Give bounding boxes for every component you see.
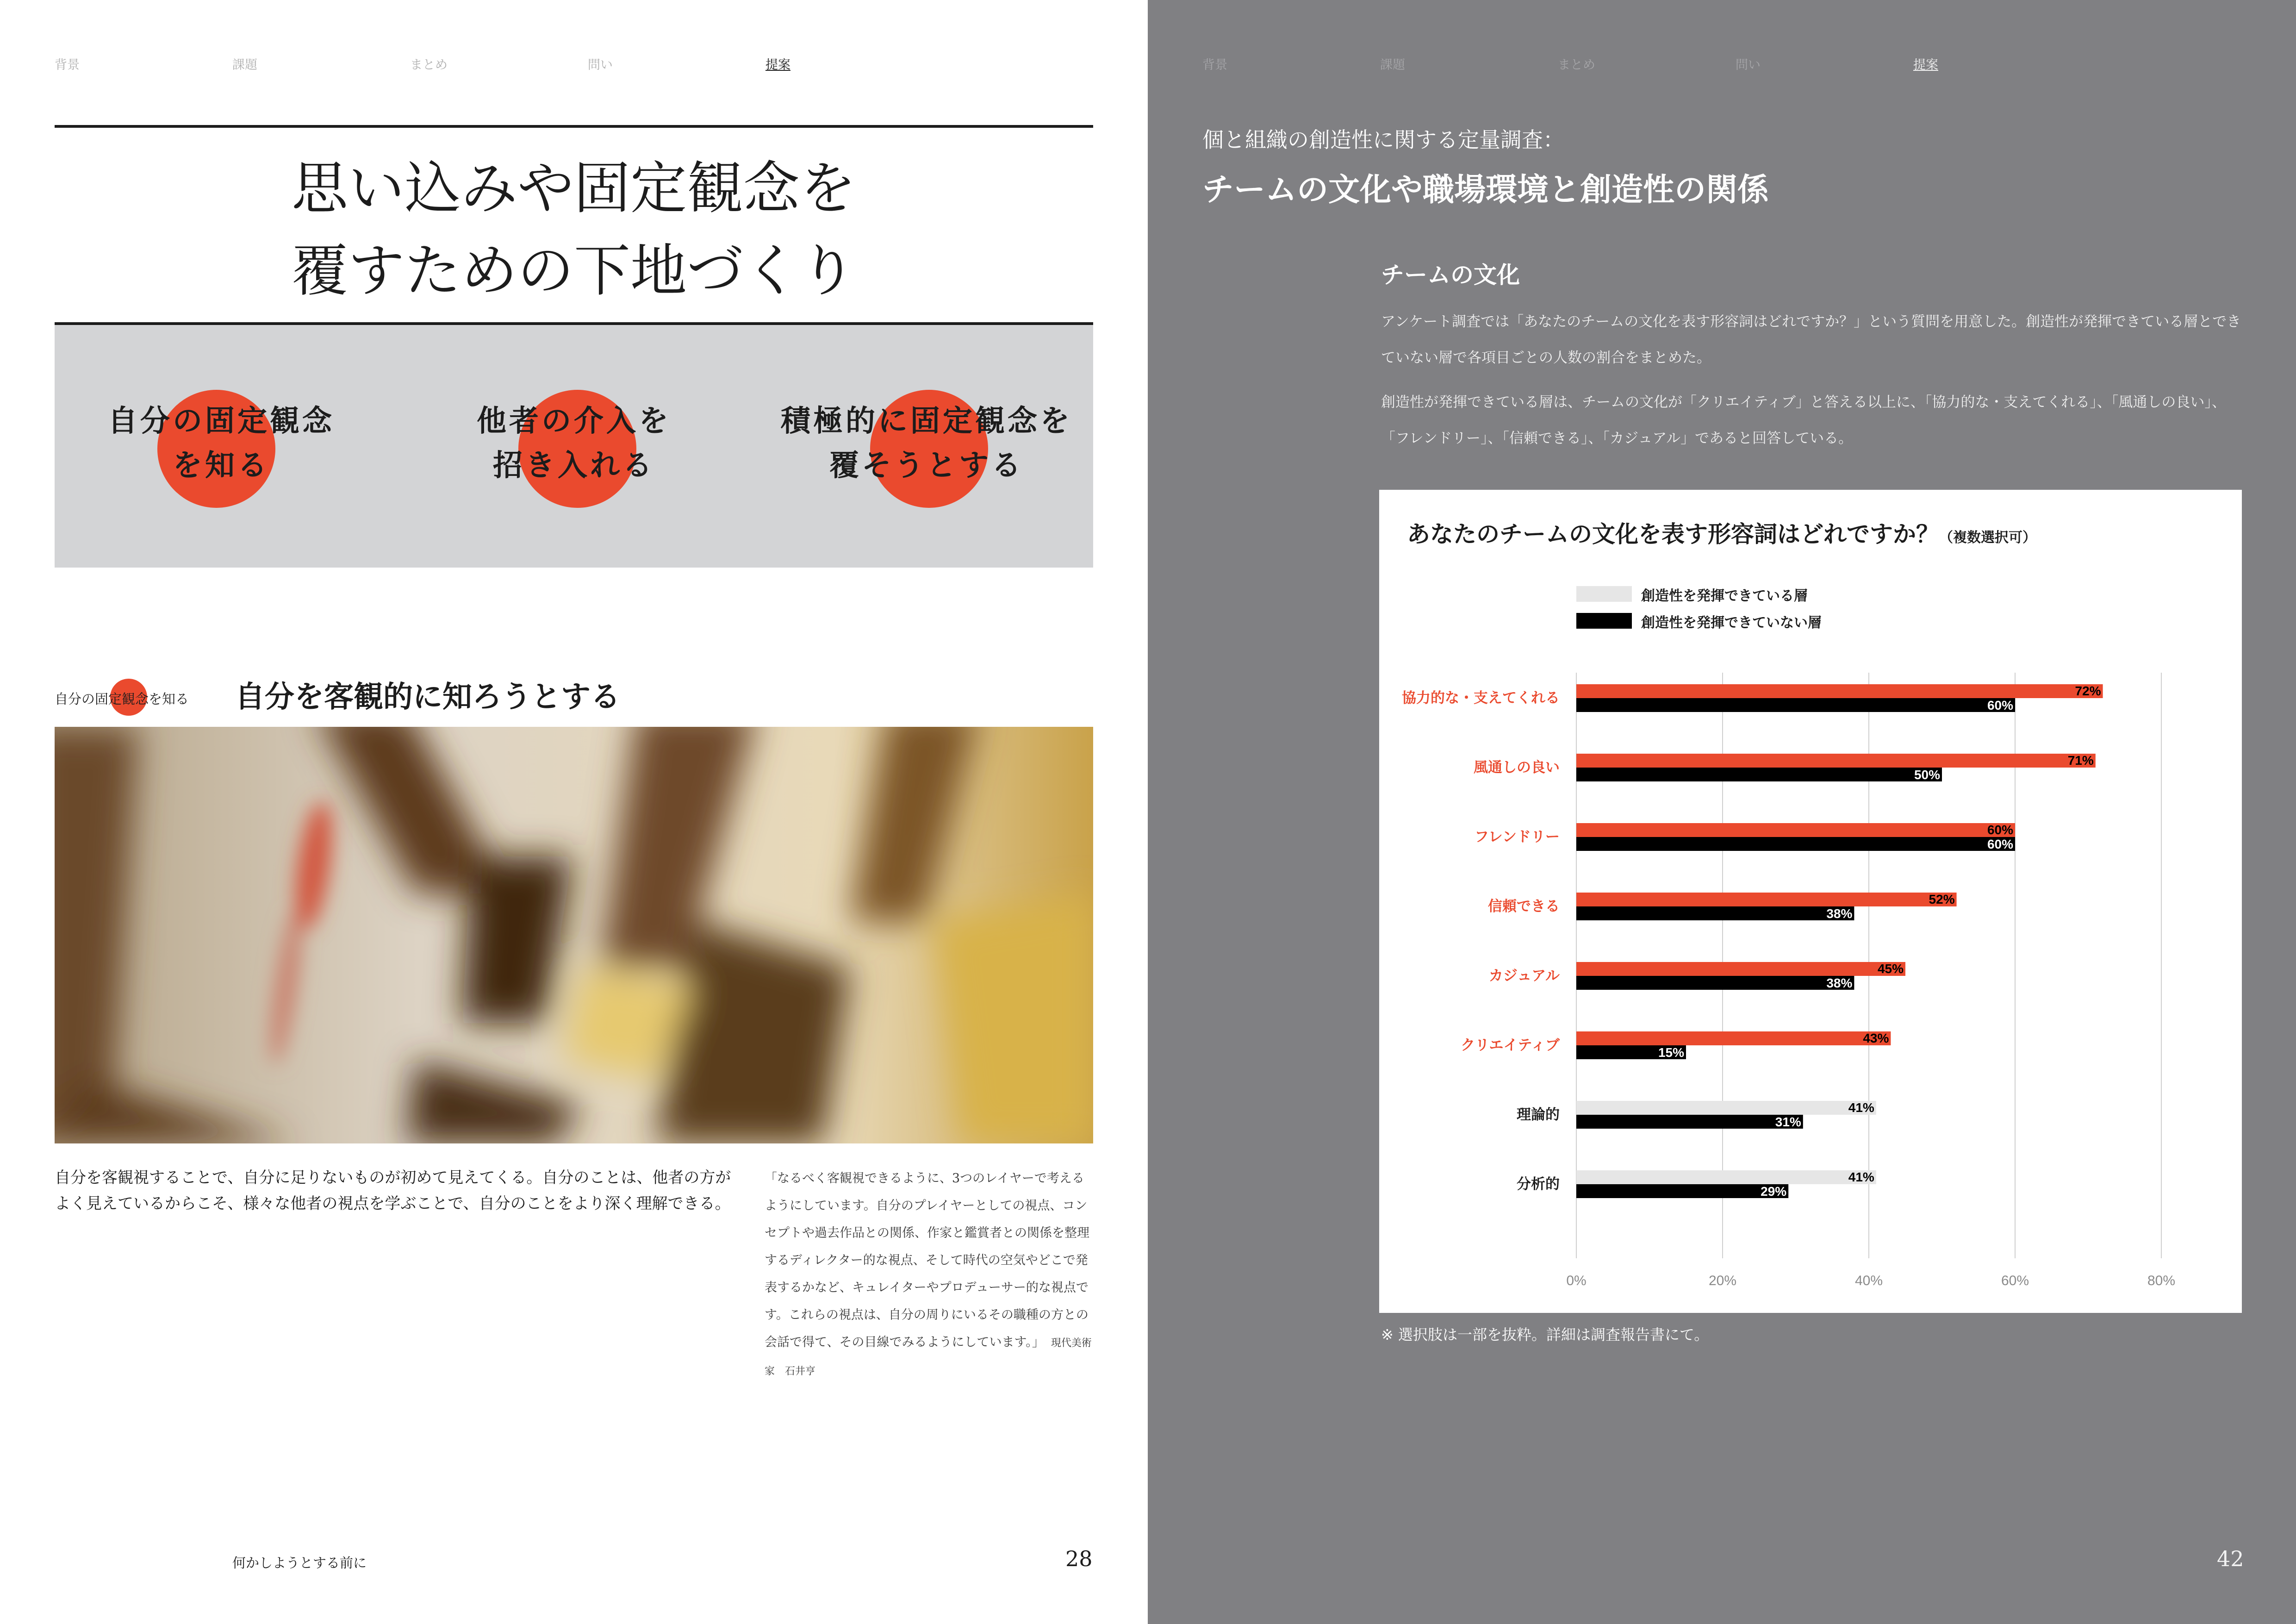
bar-creative xyxy=(1576,684,2103,698)
data-label-creative: 41% xyxy=(1848,1100,1874,1115)
bar-not-creative xyxy=(1576,906,1854,920)
title-top-rule xyxy=(55,125,1093,128)
data-label-not-creative: 31% xyxy=(1775,1115,1801,1129)
category-label: 理論的 xyxy=(1517,1106,1560,1123)
tab-issues[interactable]: 課題 xyxy=(1380,58,1405,72)
legend-swatch xyxy=(1576,586,1632,602)
data-label-not-creative: 15% xyxy=(1658,1045,1684,1060)
survey-title: チームの文化や職場環境と創造性の関係 xyxy=(1202,172,1769,208)
data-label-not-creative: 60% xyxy=(1987,837,2013,851)
tab-issues[interactable]: 課題 xyxy=(232,58,257,72)
pillar-line-1: 他者の介入を xyxy=(477,404,671,438)
body-text: 自分を客観視することで、自分に足りないものが初めて見えてくる。自分のことは、他者の方がよく見えているからこそ、様々な他者の視点を学ぶことで、自分のことをより深く理解できる。 xyxy=(55,1168,731,1213)
page-number-right: 42 xyxy=(2217,1546,2244,1571)
category-label: フレンドリー xyxy=(1475,829,1560,845)
tab-background[interactable]: 背景 xyxy=(55,58,80,72)
data-label-not-creative: 38% xyxy=(1826,906,1853,921)
chart-title xyxy=(1407,516,2036,549)
pillar-invite-others xyxy=(412,399,736,496)
bar-creative xyxy=(1576,893,1957,906)
bar-creative xyxy=(1576,962,1905,976)
bar-creative xyxy=(1576,1031,1891,1045)
bar-creative xyxy=(1576,1170,1876,1184)
x-tick-label: 20% xyxy=(1708,1273,1737,1288)
pillar-text xyxy=(765,399,1089,488)
right-tab-bar xyxy=(1202,55,2128,73)
data-label-creative: 43% xyxy=(1863,1031,1889,1045)
tab-questions[interactable]: 問い xyxy=(588,58,613,72)
bar-creative xyxy=(1576,1101,1876,1115)
paragraph-1: アンケート調査では「あなたのチームの文化を表す形容詞はどれですか？」という質問を用意した。創造性が発揮できている層とできていない層で各項目ごとの人数の割合をまとめた。 xyxy=(1381,313,2241,366)
category-label: クリエイティブ xyxy=(1461,1037,1560,1054)
tab-proposal[interactable]: 提案 xyxy=(1913,58,1938,72)
legend-swatch xyxy=(1576,613,1632,629)
chart-title-text: あなたのチームの文化を表す形容詞はどれですか？ xyxy=(1407,521,1939,548)
section-subtitle: チームの文化 xyxy=(1381,262,1520,288)
legend-label: 創造性を発揮できていない層 xyxy=(1641,615,1822,631)
data-label-not-creative: 38% xyxy=(1826,976,1853,990)
legend-label: 創造性を発揮できている層 xyxy=(1641,588,1808,604)
category-label: 協力的な・支えてくれる xyxy=(1402,690,1560,706)
data-label-creative: 45% xyxy=(1877,962,1904,976)
tab-background[interactable]: 背景 xyxy=(1202,58,1227,72)
bar-not-creative xyxy=(1576,698,2015,712)
tab-summary[interactable]: まとめ xyxy=(410,58,448,72)
data-label-not-creative: 50% xyxy=(1914,768,1940,782)
x-tick-label: 0% xyxy=(1566,1273,1587,1288)
data-label-not-creative: 60% xyxy=(1987,698,2013,712)
bar-not-creative xyxy=(1576,1184,1788,1198)
bar-not-creative xyxy=(1576,976,1854,990)
quote-text: 「なるべく客観視できるように、3つのレイヤーで考えるようにしています。自分のプレイヤーとしての視点、コンセプトや過去作品との関係、作家と鑑賞者との関係を整理するディレクター的な視点、そして時代の空気やどこで発表するかなど、キュレイターやプロデューサー的な視点です。これらの視点は、自分の周りにいるその職種の方との会話で得て、その目線でみるようにしています。」 xyxy=(765,1171,1089,1349)
data-label-creative: 52% xyxy=(1929,892,1955,906)
data-label-not-creative: 29% xyxy=(1761,1184,1787,1199)
category-label: カジュアル xyxy=(1488,968,1560,984)
pillar-overturn xyxy=(765,399,1089,496)
x-tick-label: 40% xyxy=(1854,1273,1883,1288)
chart-card xyxy=(1379,490,2242,1313)
bar-not-creative xyxy=(1576,768,1942,781)
section-title: 自分を客観的に知ろうとする xyxy=(235,680,620,714)
blurred-photo xyxy=(55,727,1093,1143)
pillar-text xyxy=(59,399,383,488)
category-label: 風通しの良い xyxy=(1474,759,1560,776)
data-label-creative: 72% xyxy=(2075,684,2101,698)
artist-quote xyxy=(765,1165,1093,1385)
chart-footnote: ※ 選択肢は一部を抜粋。詳細は調査報告書にて。 xyxy=(1381,1326,1709,1343)
category-label: 分析的 xyxy=(1517,1176,1560,1193)
pillar-line-1: 自分の固定観念 xyxy=(108,404,335,438)
bar-creative xyxy=(1576,823,2015,837)
category-label: 信頼できる xyxy=(1488,898,1560,915)
bar-not-creative xyxy=(1576,837,2015,851)
pillar-know-yourself xyxy=(59,399,383,496)
data-label-creative: 60% xyxy=(1987,823,2013,837)
survey-kicker: 個と組織の創造性に関する定量調査： xyxy=(1202,127,1564,152)
pillar-line-1: 積極的に固定観念を xyxy=(781,404,1072,438)
data-label-creative: 41% xyxy=(1848,1170,1874,1184)
section-label xyxy=(55,679,212,716)
tab-summary[interactable]: まとめ xyxy=(1558,58,1595,72)
title-line-1: 思い込みや固定観念を xyxy=(292,156,856,221)
paragraph-2: 創造性が発揮できている層は、チームの文化が「クリエイティブ」と答える以上に、「協力的な・支えてくれる」、「風通しの良い」、「フレンドリー」、「信頼できる」、「カジュアル」であると回答している。 xyxy=(1381,394,2226,447)
pillar-line-2: を知る xyxy=(173,449,270,483)
pillar-line-2: 覆そうとする xyxy=(829,449,1024,483)
page-number-left: 28 xyxy=(1065,1546,1093,1571)
tab-proposal[interactable]: 提案 xyxy=(765,58,790,72)
left-tab-bar xyxy=(55,55,980,73)
title-line-2: 覆すための下地づくり xyxy=(292,238,856,304)
page-title xyxy=(55,147,1093,312)
quote-credit: 現代美術家 石井亨 xyxy=(765,1337,1092,1377)
tab-questions[interactable]: 問い xyxy=(1736,58,1761,72)
footer-text: 何かしようとする前に xyxy=(232,1555,367,1571)
section-label-text: 自分の固定観念を知る xyxy=(55,691,189,707)
blurred-photo-image xyxy=(55,727,1093,1143)
bar-not-creative xyxy=(1576,1115,1803,1129)
chart-title-note: （複数選択可） xyxy=(1939,530,2036,546)
data-label-creative: 71% xyxy=(2067,753,2094,768)
x-tick-label: 60% xyxy=(2001,1273,2029,1288)
pillar-text xyxy=(412,399,736,488)
pillar-line-2: 招き入れる xyxy=(493,449,655,483)
x-tick-label: 80% xyxy=(2147,1273,2176,1288)
bar-creative xyxy=(1576,754,2096,768)
